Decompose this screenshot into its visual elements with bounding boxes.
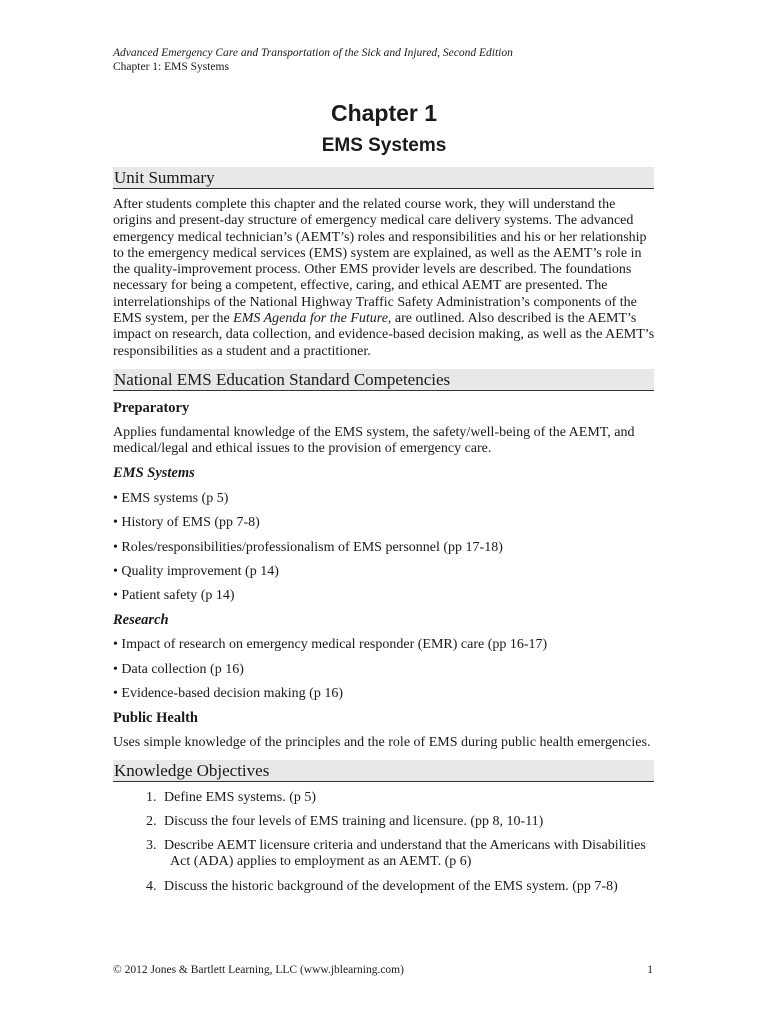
book-title: Advanced Emergency Care and Transportation of the Sick and Injured, Second Edition	[113, 47, 513, 59]
list-item: • Quality improvement (p 14)	[113, 564, 279, 579]
list-item: • EMS systems (p 5)	[113, 491, 229, 506]
section-heading-unit-summary: Unit Summary	[113, 167, 654, 189]
public-health-text: Uses simple knowledge of the principles and the role of EMS during public health emergencies.	[113, 735, 651, 750]
preparatory-text: Applies fundamental knowledge of the EMS system, the safety/well-being of the AEMT, and medical/legal and ethical issues to the provision of emergency care.	[113, 425, 635, 457]
chapter-title: Chapter 1	[330, 100, 438, 126]
subheading-public-health: Public Health	[113, 710, 198, 726]
list-item: • Patient safety (p 14)	[113, 588, 235, 603]
chapter-subtitle: EMS Systems	[321, 135, 447, 156]
copyright-text: © 2012 Jones & Bartlett Learning, LLC (www.jblearning.com)	[113, 964, 404, 976]
list-item: • History of EMS (pp 7-8)	[113, 515, 260, 530]
list-item: • Roles/responsibilities/professionalism of EMS personnel (pp 17-18)	[113, 540, 503, 555]
subheading-research: Research	[113, 612, 169, 628]
subheading-ems-systems: EMS Systems	[113, 465, 195, 481]
section-heading-competencies: National EMS Education Standard Competencies	[113, 369, 654, 391]
page-footer	[113, 964, 653, 976]
unit-summary-text-before: After students complete this chapter and the related course work, they will understand the origins and present-day structure of emergency medical care delivery systems. The advanced emergency medical technician’s (AEMT’s) roles and responsibilities and his or her relationship to the emergency medical services (EMS) system are explained, as well as the AEMT’s role in the quality-improvement process. Other EMS provider levels are described. The foundations necessary for being a competent, effective, caring, and ethical AEMT are presented. The interrelationships of the National Highway Traffic Safety Administration’s components of the EMS system, per the	[113, 197, 647, 327]
unit-summary-text-after: , are outlined. Also described is the AEMT’s impact on research, data collection, and evidence-based decision making, as well as the AEMT’s responsibilities as a student and a practitioner.	[113, 311, 655, 359]
objective-text: Discuss the historic background of the development of the EMS system. (pp 7-8)	[164, 879, 618, 894]
list-item: • Data collection (p 16)	[113, 662, 244, 677]
unit-summary-italic: EMS Agenda for the Future	[233, 311, 388, 327]
objective-text: Describe AEMT licensure criteria and understand that the Americans with Disabilities Act (ADA) applies to employment as an AEMT. (p 6)	[164, 838, 646, 869]
objective-number: 3.	[146, 838, 157, 853]
list-item	[146, 814, 646, 830]
objective-text: Discuss the four levels of EMS training and licensure. (pp 8, 10-11)	[164, 814, 544, 829]
list-item: • Impact of research on emergency medical responder (EMR) care (pp 16-17)	[113, 637, 548, 652]
section-heading-knowledge-objectives: Knowledge Objectives	[113, 760, 654, 782]
chapter-line: Chapter 1: EMS Systems	[113, 61, 229, 73]
objective-number: 1.	[146, 790, 157, 805]
objective-number: 4.	[146, 879, 157, 894]
unit-summary-paragraph	[113, 197, 655, 360]
list-item: • Evidence-based decision making (p 16)	[113, 686, 343, 701]
subheading-preparatory: Preparatory	[113, 400, 190, 416]
list-item	[146, 838, 646, 870]
page-number: 1	[647, 964, 653, 976]
running-header	[113, 46, 513, 74]
list-item	[146, 790, 646, 806]
objective-text: Define EMS systems. (p 5)	[164, 790, 317, 805]
list-item	[146, 879, 646, 895]
objective-number: 2.	[146, 814, 157, 829]
